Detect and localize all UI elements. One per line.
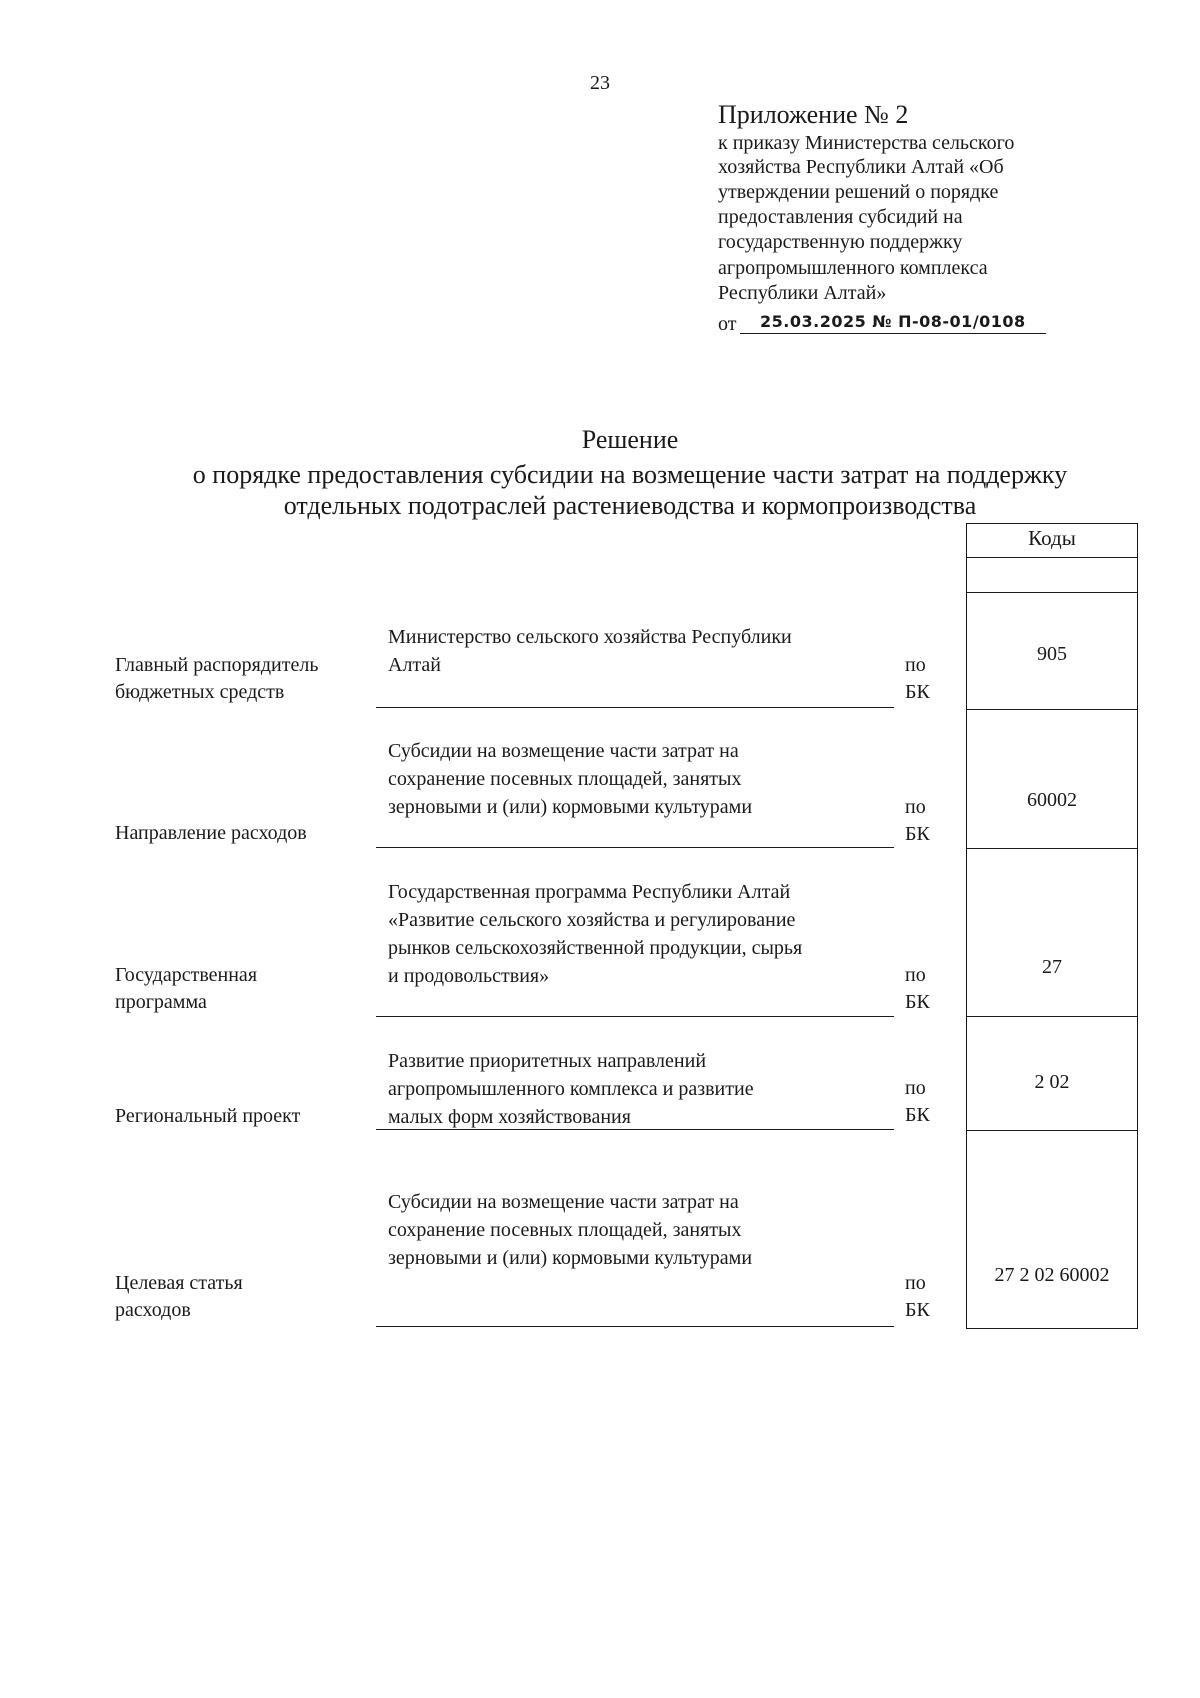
row-description-main-manager: Министерство сельского хозяйства Республики Алтай: [388, 626, 792, 676]
codes-divider: [966, 592, 1138, 593]
decision-title: Решение: [581, 425, 679, 454]
row-underline: [376, 847, 894, 848]
row-label-state-program: Государственная программа: [115, 964, 258, 1013]
row-label-target-item: Целевая статья расходов: [115, 1272, 243, 1321]
row-code-expense-direction: 60002: [1027, 789, 1077, 811]
row-classifier-label: по БК: [905, 654, 930, 703]
row-code-state-program: 27: [1042, 956, 1062, 978]
row-code-target-item: 27 2 02 60002: [994, 1264, 1110, 1286]
row-classifier-label: по БК: [905, 964, 930, 1013]
decision-subtitle-line: о порядке предоставления субсидии на возмещение части затрат на поддержку: [192, 460, 1068, 489]
row-description-state-program: Государственная программа Республики Алтай «Развитие сельского хозяйства и регулирование рынков сельскохозяйственной продукции, сырья и продовольствия»: [388, 881, 803, 987]
row-label-regional-project: Региональный проект: [115, 1105, 301, 1127]
row-description-expense-direction: Субсидии на возмещение части затрат на сохранение посевных площадей, занятых зерновыми и (или) кормовыми культурами: [388, 740, 753, 818]
row-description-target-item: Субсидии на возмещение части затрат на сохранение посевных площадей, занятых зерновыми и (или) кормовыми культурами: [388, 1191, 753, 1269]
row-underline: [376, 1016, 894, 1017]
row-label-expense-direction: Направление расходов: [115, 822, 307, 844]
codes-header: Коды: [1028, 526, 1076, 550]
appendix-date-label: от: [718, 313, 737, 335]
row-underline: [376, 1326, 894, 1327]
appendix-line: к приказу Министерства сельского: [718, 132, 1015, 154]
appendix-line: Республики Алтай»: [718, 282, 887, 304]
row-classifier-label: по БК: [905, 796, 930, 845]
row-classifier-label: по БК: [905, 1272, 930, 1321]
appendix-line: хозяйства Республики Алтай «Об: [718, 156, 1004, 178]
page-number: 23: [590, 72, 610, 94]
row-label-main-manager: Главный распорядитель бюджетных средств: [115, 654, 319, 703]
codes-divider: [966, 848, 1138, 849]
codes-divider: [966, 557, 1138, 558]
appendix-line: государственную поддержку: [718, 231, 963, 253]
appendix-line: утверждении решений о порядке: [718, 181, 999, 203]
row-underline: [376, 707, 894, 708]
row-underline: [376, 1129, 894, 1130]
codes-divider: [966, 1016, 1138, 1017]
appendix-line: агропромышленного комплекса: [718, 257, 988, 279]
appendix-line: предоставления субсидий на: [718, 206, 963, 228]
row-code-main-manager: 905: [1037, 643, 1067, 665]
row-description-regional-project: Развитие приоритетных направлений агропромышленного комплекса и развитие малых форм хозяйствования: [388, 1050, 754, 1128]
appendix-date-value: 25.03.2025 № П-08-01/0108: [740, 311, 1046, 334]
codes-divider: [966, 1130, 1138, 1131]
row-classifier-label: по БК: [905, 1077, 930, 1126]
decision-subtitle-line: отдельных подотраслей растениеводства и кормопроизводства: [283, 491, 977, 520]
codes-divider: [966, 709, 1138, 710]
appendix-title: Приложение № 2: [718, 100, 909, 129]
row-code-regional-project: 2 02: [1034, 1071, 1070, 1093]
